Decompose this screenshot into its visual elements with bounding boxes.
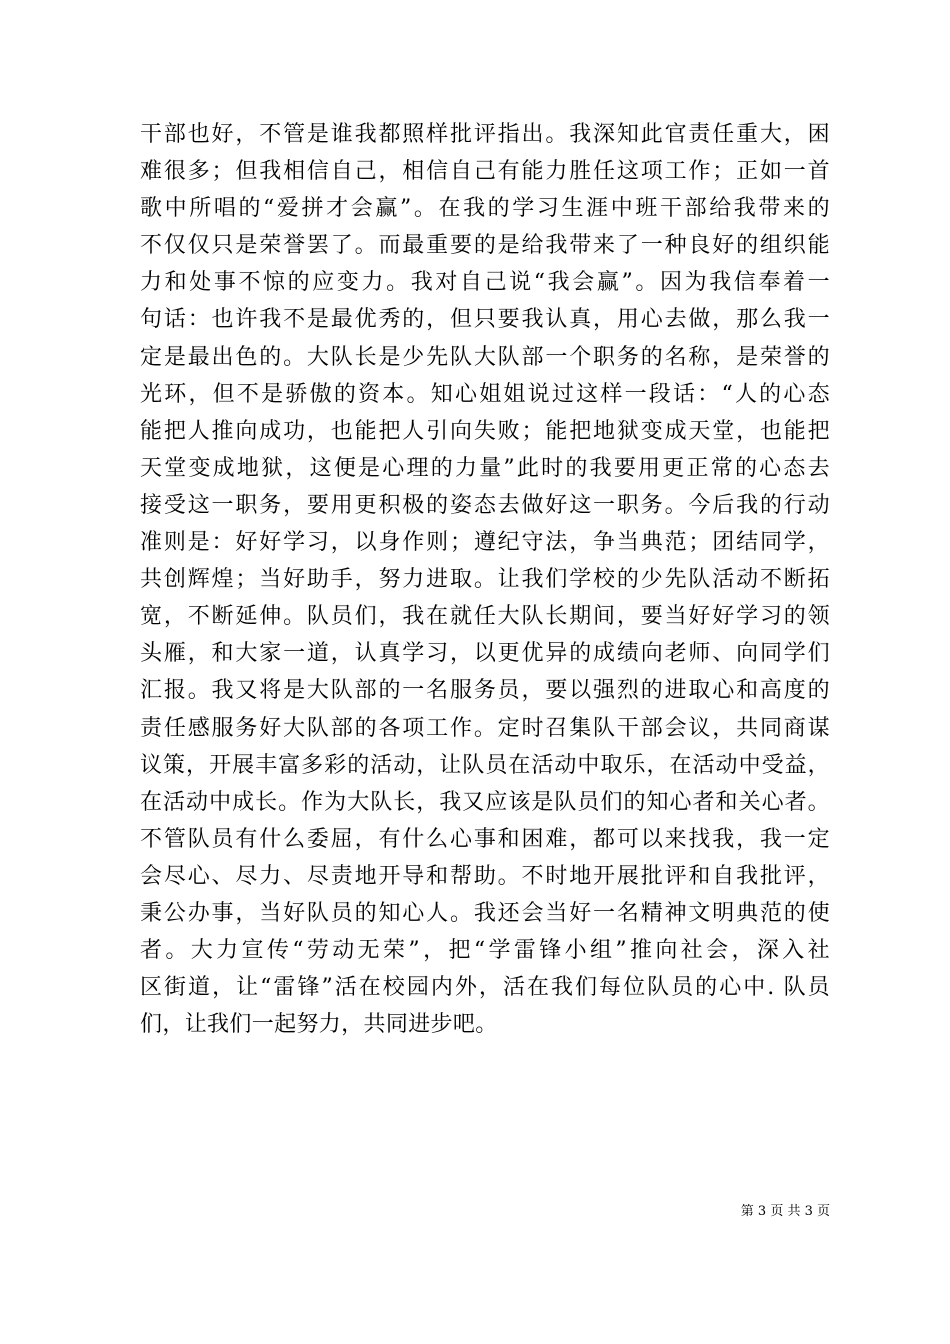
- text-line-3: 歌中所唱的“爱拼才会赢”。在我的学习生涯中班干部给我带来的: [140, 196, 830, 222]
- page-number: 第 3 页 共 3 页: [740, 1204, 830, 1219]
- text-line-24: 区街道，让“雷锋”活在校园内外，活在我们每位队员的心中. 队员: [140, 975, 830, 1001]
- text-line-18: 议策，开展丰富多彩的活动，让队员在活动中取乐，在活动中受益，: [140, 752, 830, 778]
- text-line-7: 定是最出色的。大队长是少先队大队部一个职务的名称，是荣誉的: [140, 344, 830, 370]
- text-line-15: 头雁，和大家一道，认真学习，以更优异的成绩向老师、向同学们: [140, 641, 830, 667]
- text-line-4: 不仅仅只是荣誉罢了。而最重要的是给我带来了一种良好的组织能: [140, 233, 830, 259]
- text-line-5: 力和处事不惊的应变力。我对自己说“我会赢”。因为我信奉着一: [140, 270, 830, 296]
- text-line-10: 天堂变成地狱，这便是心理的力量”此时的我要用更正常的心态去: [140, 455, 830, 481]
- text-line-1: 干部也好，不管是谁我都照样批评指出。我深知此官责任重大，困: [140, 122, 830, 147]
- text-line-8: 光环，但不是骄傲的资本。知心姐姐说过这样一段话：“人的心态: [140, 381, 830, 407]
- text-line-2: 难很多；但我相信自己，相信自己有能力胜任这项工作；正如一首: [140, 159, 830, 185]
- text-line-25: 们，让我们一起努力，共同进步吧。: [140, 1012, 498, 1038]
- text-line-6: 句话：也许我不是最优秀的，但只要我认真，用心去做，那么我一: [140, 307, 830, 333]
- text-line-19: 在活动中成长。作为大队长，我又应该是队员们的知心者和关心者。: [140, 789, 830, 815]
- text-line-11: 接受这一职务，要用更积极的姿态去做好这一职务。今后我的行动: [140, 492, 830, 518]
- text-line-13: 共创辉煌；当好助手，努力进取。让我们学校的少先队活动不断拓: [140, 567, 830, 593]
- text-line-21: 会尽心、尽力、尽责地开导和帮助。不时地开展批评和自我批评，: [140, 863, 830, 889]
- text-line-9: 能把人推向成功，也能把人引向失败；能把地狱变成天堂，也能把: [140, 418, 830, 444]
- text-line-20: 不管队员有什么委屈，有什么心事和困难，都可以来找我，我一定: [140, 826, 830, 852]
- text-line-14: 宽，不断延伸。队员们，我在就任大队长期间，要当好好学习的领: [140, 604, 830, 630]
- body-text: [140, 116, 830, 1043]
- text-line-12: 准则是：好好学习，以身作则；遵纪守法，争当典范；团结同学，: [140, 530, 830, 556]
- text-line-23: 者。大力宣传“劳动无荣”，把“学雷锋小组”推向社会，深入社: [140, 938, 830, 964]
- text-line-22: 秉公办事，当好队员的知心人。我还会当好一名精神文明典范的使: [140, 900, 830, 926]
- text-line-16: 汇报。我又将是大队部的一名服务员，要以强烈的进取心和高度的: [140, 678, 830, 704]
- text-line-17: 责任感服务好大队部的各项工作。定时召集队干部会议，共同商谋: [140, 715, 830, 741]
